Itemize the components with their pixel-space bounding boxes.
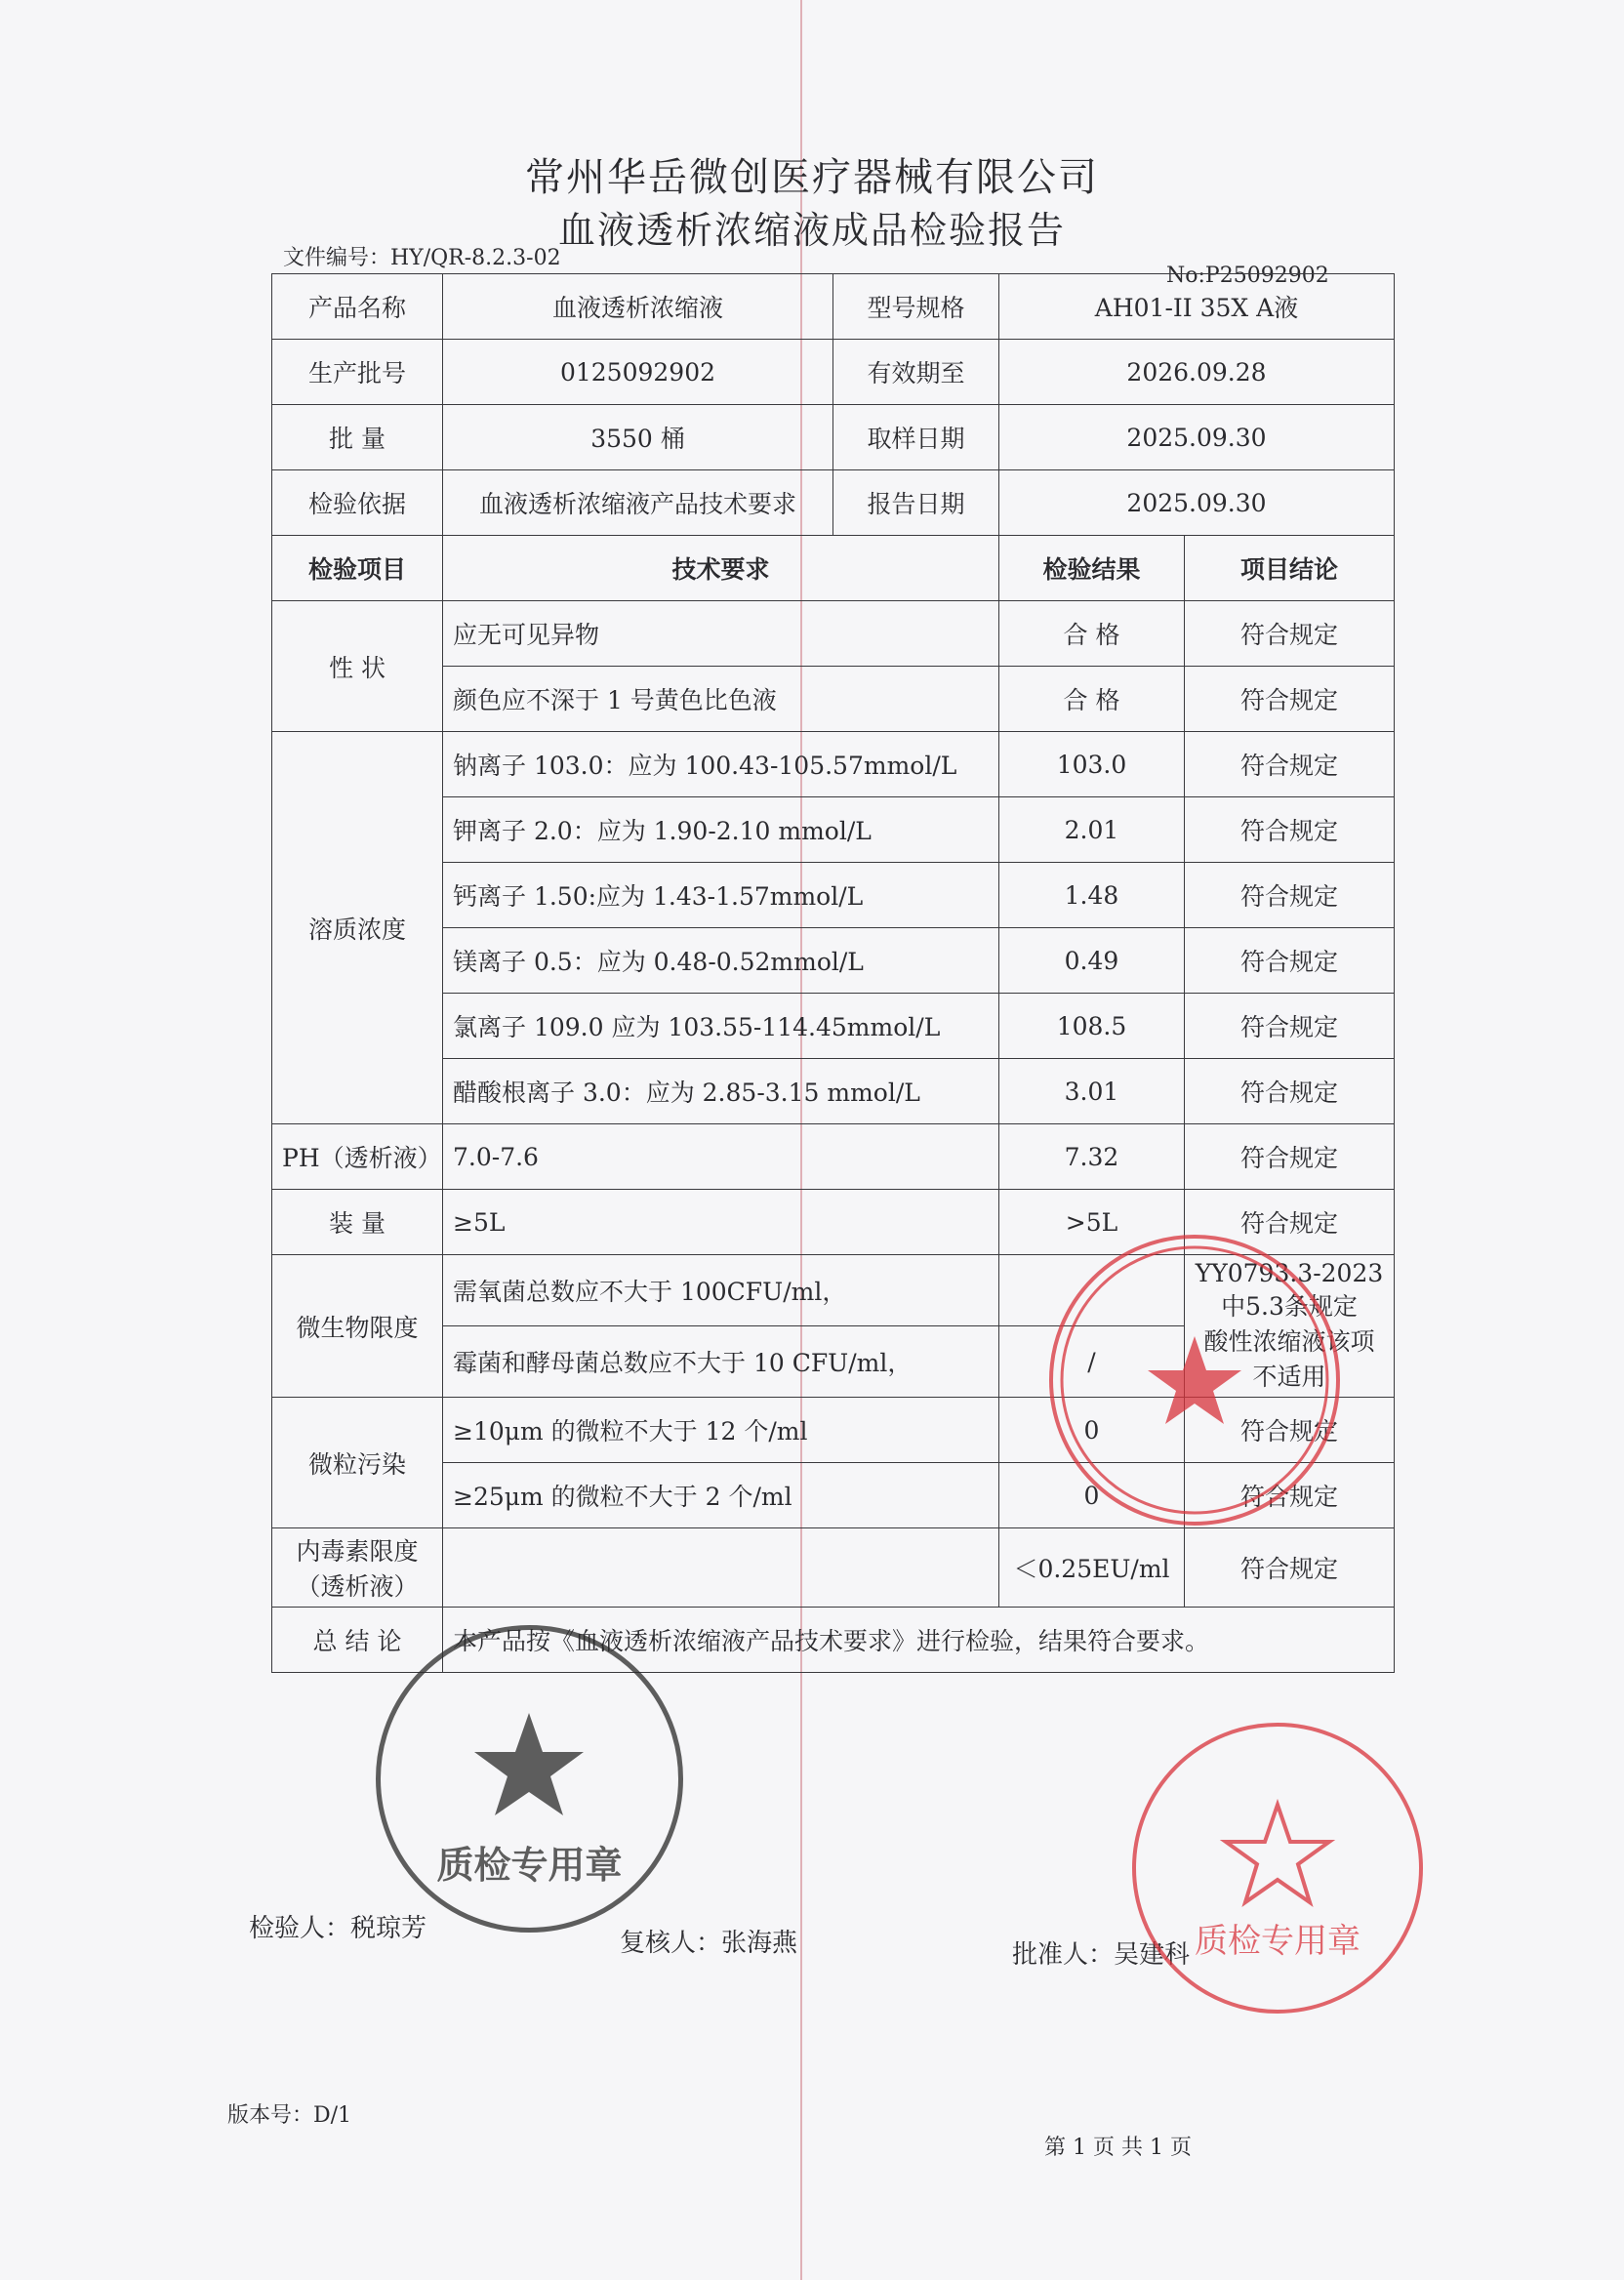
col-conclusion: 项目结论 xyxy=(1185,536,1395,601)
batch-no-label: 生产批号 xyxy=(272,340,443,405)
table-row xyxy=(272,732,1395,797)
group-particle: 微粒污染 xyxy=(272,1398,443,1528)
report-number: No:P25092902 xyxy=(1166,264,1329,288)
info-row xyxy=(272,470,1395,536)
group-solute: 溶质浓度 xyxy=(272,732,443,1124)
conclusion-cell: 符合规定 xyxy=(1185,1463,1395,1528)
requirement-cell: 应无可见异物 xyxy=(443,601,999,667)
info-row xyxy=(272,340,1395,405)
conclusion-cell: 符合规定 xyxy=(1185,1124,1395,1190)
sampling-date-label: 取样日期 xyxy=(833,405,999,470)
batch-no: 0125092902 xyxy=(443,340,833,405)
conclusion-cell: 符合规定 xyxy=(1185,928,1395,994)
company-title: 常州华岳微创医疗器械有限公司 xyxy=(525,155,1099,200)
conclusion-cell: 符合规定 xyxy=(1185,601,1395,667)
requirement-cell: 氯离子 109.0 应为 103.55-114.45mmol/L xyxy=(443,994,999,1059)
conclusion-cell: 符合规定 xyxy=(1185,994,1395,1059)
file-number: 文件编号：HY/QR-8.2.3-02 xyxy=(283,246,561,270)
product-name-label: 产品名称 xyxy=(272,274,443,340)
result-cell: 3.01 xyxy=(999,1059,1185,1124)
conclusion-cell: 符合规定 xyxy=(1185,732,1395,797)
conclusion-cell: 符合规定 xyxy=(1185,1528,1395,1608)
group-ph: PH（透析液） xyxy=(272,1124,443,1190)
summary-text: 本产品按《血液透析浓缩液产品技术要求》进行检验，结果符合要求。 xyxy=(443,1608,1395,1673)
black-quality-seal xyxy=(376,1625,683,1933)
basis-label: 检验依据 xyxy=(272,470,443,536)
conclusion-cell: 符合规定 xyxy=(1185,797,1395,863)
conclusion-cell: 符合规定 xyxy=(1185,667,1395,732)
requirement-cell: 钙离子 1.50:应为 1.43-1.57mmol/L xyxy=(443,863,999,928)
group-micro: 微生物限度 xyxy=(272,1255,443,1398)
result-cell: >5L xyxy=(999,1190,1185,1255)
black-seal-center-text: 质检专用章 xyxy=(436,1843,623,1887)
red-quality-seal xyxy=(1132,1723,1423,2014)
col-result: 检验结果 xyxy=(999,536,1185,601)
approver-signature: 批准人：吴建科 xyxy=(1012,1940,1191,1970)
requirement-cell: ≥10μm 的微粒不大于 12 个/ml xyxy=(443,1398,999,1463)
result-cell: ＜0.25EU/ml xyxy=(999,1528,1185,1608)
col-requirement: 技术要求 xyxy=(443,536,999,601)
requirement-cell xyxy=(443,1528,999,1608)
conclusion-cell: 符合规定 xyxy=(1185,1190,1395,1255)
product-name: 血液透析浓缩液 xyxy=(443,274,833,340)
result-cell: 2.01 xyxy=(999,797,1185,863)
conclusion-cell: 符合规定 xyxy=(1185,1059,1395,1124)
result-cell: 0 xyxy=(999,1463,1185,1528)
requirement-cell: ≥25μm 的微粒不大于 2 个/ml xyxy=(443,1463,999,1528)
group-appearance: 性 状 xyxy=(272,601,443,732)
inspector-signature: 检验人：税琼芳 xyxy=(249,1914,427,1943)
red-quality-seal-graphic xyxy=(1136,1727,1419,2010)
result-cell: 1.48 xyxy=(999,863,1185,928)
result-cell: 108.5 xyxy=(999,994,1185,1059)
conclusion-cell: 符合规定 xyxy=(1185,1398,1395,1463)
quantity-label: 批 量 xyxy=(272,405,443,470)
group-endotoxin: 内毒素限度（透析液） xyxy=(272,1528,443,1608)
result-cell: 0.49 xyxy=(999,928,1185,994)
model-label: 型号规格 xyxy=(833,274,999,340)
requirement-cell: 需氧菌总数应不大于 100CFU/ml， xyxy=(443,1255,999,1326)
table-row xyxy=(272,1528,1395,1608)
requirement-cell: ≥5L xyxy=(443,1190,999,1255)
model-value: AH01-II 35X A液 xyxy=(999,274,1395,340)
requirement-cell: 镁离子 0.5：应为 0.48-0.52mmol/L xyxy=(443,928,999,994)
expiry-label: 有效期至 xyxy=(833,340,999,405)
report-title: 血液透析浓缩液成品检验报告 xyxy=(557,209,1066,252)
expiry-date: 2026.09.28 xyxy=(999,340,1395,405)
requirement-cell: 7.0-7.6 xyxy=(443,1124,999,1190)
requirement-cell: 醋酸根离子 3.0：应为 2.85-3.15 mmol/L xyxy=(443,1059,999,1124)
version-number: 版本号：D/1 xyxy=(227,2103,352,2128)
page-number: 第 1 页 共 1 页 xyxy=(1044,2136,1192,2160)
info-row xyxy=(272,274,1395,340)
col-item: 检验项目 xyxy=(272,536,443,601)
result-cell: 0 xyxy=(999,1398,1185,1463)
report-date-label: 报告日期 xyxy=(833,470,999,536)
summary-label: 总 结 论 xyxy=(272,1608,443,1673)
requirement-cell: 钾离子 2.0：应为 1.90-2.10 mmol/L xyxy=(443,797,999,863)
reviewer-signature: 复核人：张海燕 xyxy=(620,1929,798,1958)
column-header-row xyxy=(272,536,1395,601)
requirement-cell: 霉菌和酵母菌总数应不大于 10 CFU/ml， xyxy=(443,1326,999,1398)
micro-standard: YY0793.3-2023中5.3条规定 xyxy=(1195,1259,1384,1321)
result-cell: 103.0 xyxy=(999,732,1185,797)
requirement-cell: 颜色应不深于 1 号黄色比色液 xyxy=(443,667,999,732)
company-seal-graphic xyxy=(1053,1239,1336,1522)
red-seal-center-text: 质检专用章 xyxy=(1195,1922,1360,1961)
conclusion-cell: 符合规定 xyxy=(1185,863,1395,928)
info-row xyxy=(272,405,1395,470)
group-volume: 装 量 xyxy=(272,1190,443,1255)
report-date: 2025.09.30 xyxy=(999,470,1395,536)
table-row xyxy=(272,601,1395,667)
requirement-cell: 钠离子 103.0：应为 100.43-105.57mmol/L xyxy=(443,732,999,797)
micro-not-applicable: 酸性浓缩液该项不适用 xyxy=(1203,1327,1375,1391)
result-cell: 合 格 xyxy=(999,601,1185,667)
result-cell: 合 格 xyxy=(999,667,1185,732)
result-cell: / xyxy=(999,1326,1185,1398)
company-seal xyxy=(1049,1235,1340,1526)
quantity: 3550 桶 xyxy=(443,405,833,470)
result-cell: 7.32 xyxy=(999,1124,1185,1190)
table-row xyxy=(272,1124,1395,1190)
basis: 血液透析浓缩液产品技术要求 xyxy=(443,470,833,536)
sampling-date: 2025.09.30 xyxy=(999,405,1395,470)
